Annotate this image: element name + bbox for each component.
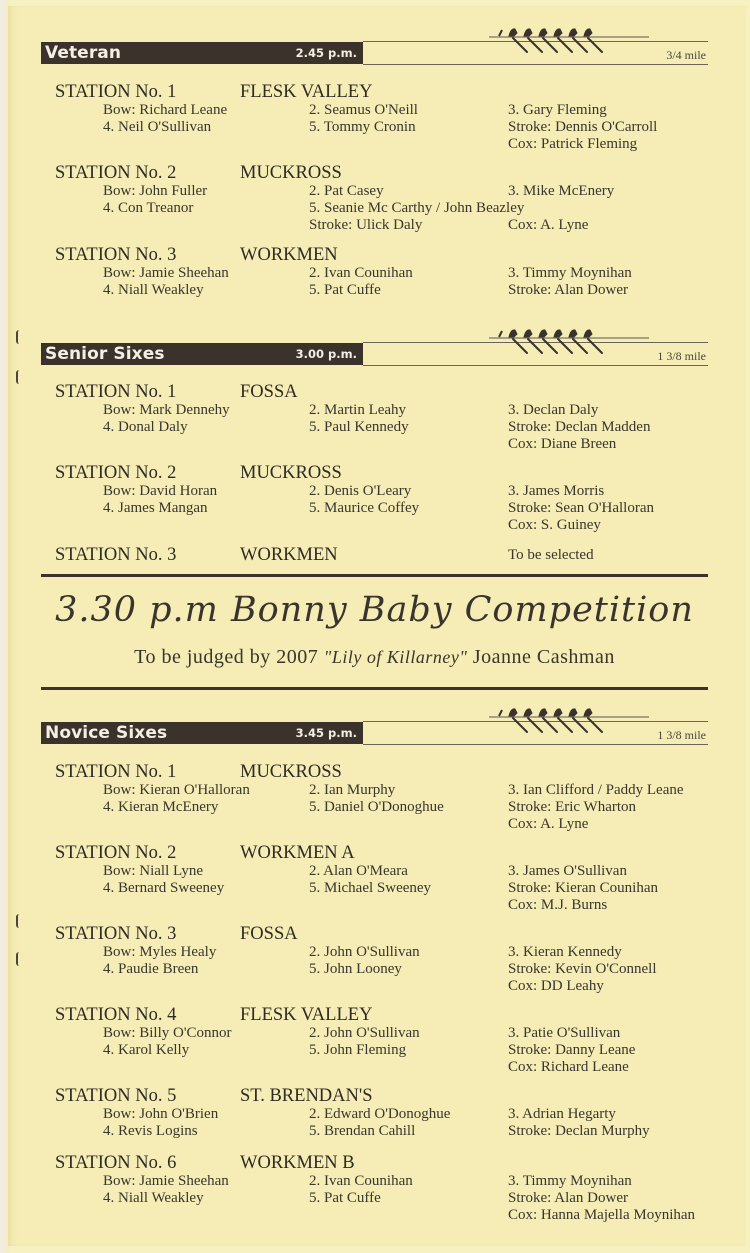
crew-member: Stroke: Alan Dower [508,282,628,298]
crew-member: Stroke: Declan Murphy [508,1123,650,1139]
race-distance: 3/4 mile [666,48,706,62]
crew-row [55,183,715,200]
crew-row [55,500,715,517]
station-number: STATION No. 3 [55,545,177,565]
station-heading [55,163,715,183]
crew-member: 3. Kieran Kennedy [508,944,622,960]
station-heading [55,382,715,402]
crew-member: 4. Niall Weakley [103,282,204,298]
crew-row [55,419,715,436]
race-header [41,36,708,66]
station-heading [55,1153,715,1173]
station-number: STATION No. 1 [55,82,177,102]
bonny-baby-banner [41,574,708,692]
station-heading [55,1086,715,1106]
race-distance: 1 3/8 mile [657,728,706,742]
station-heading [55,82,715,102]
crew-row [55,782,715,799]
crew-row [55,1207,715,1224]
station-note: To be selected [508,547,594,563]
station-heading [55,762,715,782]
station-number: STATION No. 1 [55,762,177,782]
crew-member: Cox: Hanna Majella Moynihan [508,1207,696,1223]
subtitle-judge: Joanne Cashman [467,646,615,668]
station-number: STATION No. 2 [55,843,177,863]
binding-mark [16,914,21,928]
club-name: MUCKROSS [240,762,342,782]
crew-member: 4. Con Treanor [103,200,194,216]
station-entry [55,82,715,153]
crew-member: Stroke: Kieran Counihan [508,880,658,896]
club-name: WORKMEN B [240,1153,355,1173]
race-title-bar [41,722,363,744]
crew-member: Bow: Richard Leane [103,102,228,118]
crew-member: 2. Edward O'Donoghue [309,1106,451,1122]
binding-mark [16,952,21,966]
crew-row [55,282,715,299]
club-name: MUCKROSS [240,163,342,183]
crew-member: 3. Timmy Moynihan [508,265,632,281]
crew-member: 4. Kieran McEnery [103,799,219,815]
club-name: WORKMEN A [240,843,355,863]
crew-member: 4. Karol Kelly [103,1042,190,1058]
crew-row [55,863,715,880]
crew-member: 5. Pat Cuffe [309,282,381,298]
station-heading [55,1005,715,1025]
crew-member: Cox: M.J. Burns [508,897,608,913]
crew-member: 4. Donal Daly [103,419,188,435]
club-name: MUCKROSS [240,463,342,483]
boat-illustration [489,704,649,742]
crew-member: Cox: S. Guiney [508,517,601,533]
crew-member: 3. Mike McEnery [508,183,615,199]
crew-member: 5. John Fleming [309,1042,407,1058]
crew-member: 3. Adrian Hegarty [508,1106,616,1122]
race-name: Senior Sixes [45,344,165,364]
header-rule [363,365,708,366]
station-entry [55,382,715,453]
station-entry [55,843,715,914]
crew-member: 3. James Morris [508,483,605,499]
crew-row [55,816,715,833]
station-entry [55,245,715,299]
club-name: WORKMEN [240,545,338,565]
crew-row [55,136,715,153]
crew-member: Stroke: Ulick Daly [309,217,423,233]
header-rule [363,64,708,65]
club-name: FOSSA [240,924,298,944]
rowing-boat-icon [489,325,649,363]
crew-member: 3. Patie O'Sullivan [508,1025,621,1041]
crew-member: Stroke: Kevin O'Connell [508,961,657,977]
station-number: STATION No. 2 [55,463,177,483]
club-name: ST. BRENDAN'S [240,1086,373,1106]
race-header [41,337,708,367]
crew-member: 2. Ivan Counihan [309,265,413,281]
race-section-novice-sixes [41,716,708,746]
crew-member: Cox: Diane Breen [508,436,617,452]
crew-row [55,961,715,978]
crew-row [55,402,715,419]
crew-member: Bow: Mark Dennehy [103,402,230,418]
crew-row [55,517,715,534]
station-entry [55,924,715,995]
club-name: FOSSA [240,382,298,402]
crew-member: Cox: DD Leahy [508,978,604,994]
crew-member: Bow: Kieran O'Halloran [103,782,250,798]
crew-member: Bow: John O'Brien [103,1106,219,1122]
station-heading [55,843,715,863]
binding-mark [16,330,21,344]
crew-member: 2. John O'Sullivan [309,944,420,960]
crew-row [55,436,715,453]
crew-row [55,102,715,119]
crew-member: 3. Ian Clifford / Paddy Leane [508,782,684,798]
crew-member: Bow: Myles Healy [103,944,217,960]
crew-member: Stroke: Declan Madden [508,419,651,435]
station-number: STATION No. 3 [55,245,177,265]
crew-member: 2. Martin Leahy [309,402,407,418]
crew-member: Bow: Jamie Sheehan [103,1173,229,1189]
crew-member: 2. Alan O'Meara [309,863,408,879]
race-section-senior-sixes [41,337,708,367]
crew-member: 3. Timmy Moynihan [508,1173,632,1189]
station-entry [55,163,715,234]
subtitle-prefix: To be judged by 2007 [134,646,324,668]
station-entry [55,463,715,534]
crew-row [55,897,715,914]
crew-member: Cox: Patrick Fleming [508,136,638,152]
crew-member: 5. Seanie Mc Carthy / John Beazley [309,200,525,216]
crew-member: 2. Pat Casey [309,183,384,199]
crew-member: Bow: Jamie Sheehan [103,265,229,281]
bonny-baby-title: 3.30 p.m Bonny Baby Competition [55,590,694,630]
crew-member: 3. Declan Daly [508,402,599,418]
crew-member: 2. Seamus O'Neill [309,102,418,118]
station-heading [55,545,715,565]
crew-row [55,119,715,136]
crew-row [55,944,715,961]
crew-row [55,799,715,816]
station-number: STATION No. 2 [55,163,177,183]
crew-member: Bow: Billy O'Connor [103,1025,232,1041]
crew-member: 4. Neil O'Sullivan [103,119,212,135]
crew-row [55,880,715,897]
race-name: Veteran [45,43,122,63]
crew-row [55,1106,715,1123]
station-entry [55,762,715,833]
race-time: 3.45 p.m. [295,726,357,740]
crew-member: 2. Ian Murphy [309,782,396,798]
divider [41,687,708,690]
divider [41,574,708,577]
crew-row [55,1042,715,1059]
crew-row [55,200,715,217]
crew-row [55,1190,715,1207]
race-header [41,716,708,746]
race-time: 3.00 p.m. [295,347,357,361]
crew-member: 5. John Looney [309,961,402,977]
station-heading [55,245,715,265]
crew-member: Stroke: Alan Dower [508,1190,628,1206]
crew-row [55,1025,715,1042]
crew-member: 3. Gary Fleming [508,102,607,118]
boat-illustration [489,24,649,62]
crew-member: Stroke: Sean O'Halloran [508,500,655,516]
station-heading [55,463,715,483]
crew-row [55,978,715,995]
crew-row [55,265,715,282]
crew-member: Stroke: Danny Leane [508,1042,636,1058]
boat-illustration [489,325,649,363]
subtitle-title: "Lily of Killarney" [323,647,468,667]
station-number: STATION No. 5 [55,1086,177,1106]
crew-member: 5. Pat Cuffe [309,1190,381,1206]
station-entry [55,1153,715,1224]
station-number: STATION No. 4 [55,1005,177,1025]
binding-mark [16,370,21,384]
race-title-bar [41,42,363,64]
club-name: FLESK VALLEY [240,1005,373,1025]
crew-row [55,1173,715,1190]
crew-member: 4. Revis Logins [103,1123,198,1139]
crew-row [55,1123,715,1140]
rowing-boat-icon [489,704,649,742]
crew-member: Stroke: Dennis O'Carroll [508,119,658,135]
crew-member: 4. Niall Weakley [103,1190,204,1206]
station-number: STATION No. 1 [55,382,177,402]
crew-member: 4. Bernard Sweeney [103,880,225,896]
crew-member: Bow: John Fuller [103,183,208,199]
race-distance: 1 3/8 mile [657,349,706,363]
crew-member: 2. Ivan Counihan [309,1173,413,1189]
crew-member: 5. Maurice Coffey [309,500,420,516]
crew-member: Cox: Richard Leane [508,1059,629,1075]
crew-member: Cox: A. Lyne [508,816,589,832]
station-entry [55,1005,715,1076]
rowing-boat-icon [489,24,649,62]
station-heading [55,924,715,944]
station-number: STATION No. 6 [55,1153,177,1173]
crew-row [55,1059,715,1076]
header-rule [363,744,708,745]
crew-member: 5. Tommy Cronin [309,119,416,135]
crew-member: Cox: A. Lyne [508,217,589,233]
station-entry [55,545,715,565]
crew-member: 2. Denis O'Leary [309,483,412,499]
race-title-bar [41,343,363,365]
race-time: 2.45 p.m. [295,46,357,60]
club-name: FLESK VALLEY [240,82,373,102]
crew-member: 5. Michael Sweeney [309,880,432,896]
crew-row [55,483,715,500]
crew-member: 5. Brendan Cahill [309,1123,416,1139]
station-number: STATION No. 3 [55,924,177,944]
crew-member: 4. Paudie Breen [103,961,199,977]
club-name: WORKMEN [240,245,338,265]
station-entry [55,1086,715,1140]
race-section-veteran [41,36,708,66]
crew-member: 5. Daniel O'Donoghue [309,799,444,815]
crew-member: 2. John O'Sullivan [309,1025,420,1041]
crew-member: Bow: David Horan [103,483,218,499]
crew-member: 4. James Mangan [103,500,208,516]
crew-member: 5. Paul Kennedy [309,419,409,435]
crew-row [55,217,715,234]
crew-member: Stroke: Eric Wharton [508,799,637,815]
race-name: Novice Sixes [45,723,168,743]
bonny-baby-subtitle [41,646,708,669]
crew-member: 3. James O'Sullivan [508,863,627,879]
crew-member: Bow: Niall Lyne [103,863,203,879]
